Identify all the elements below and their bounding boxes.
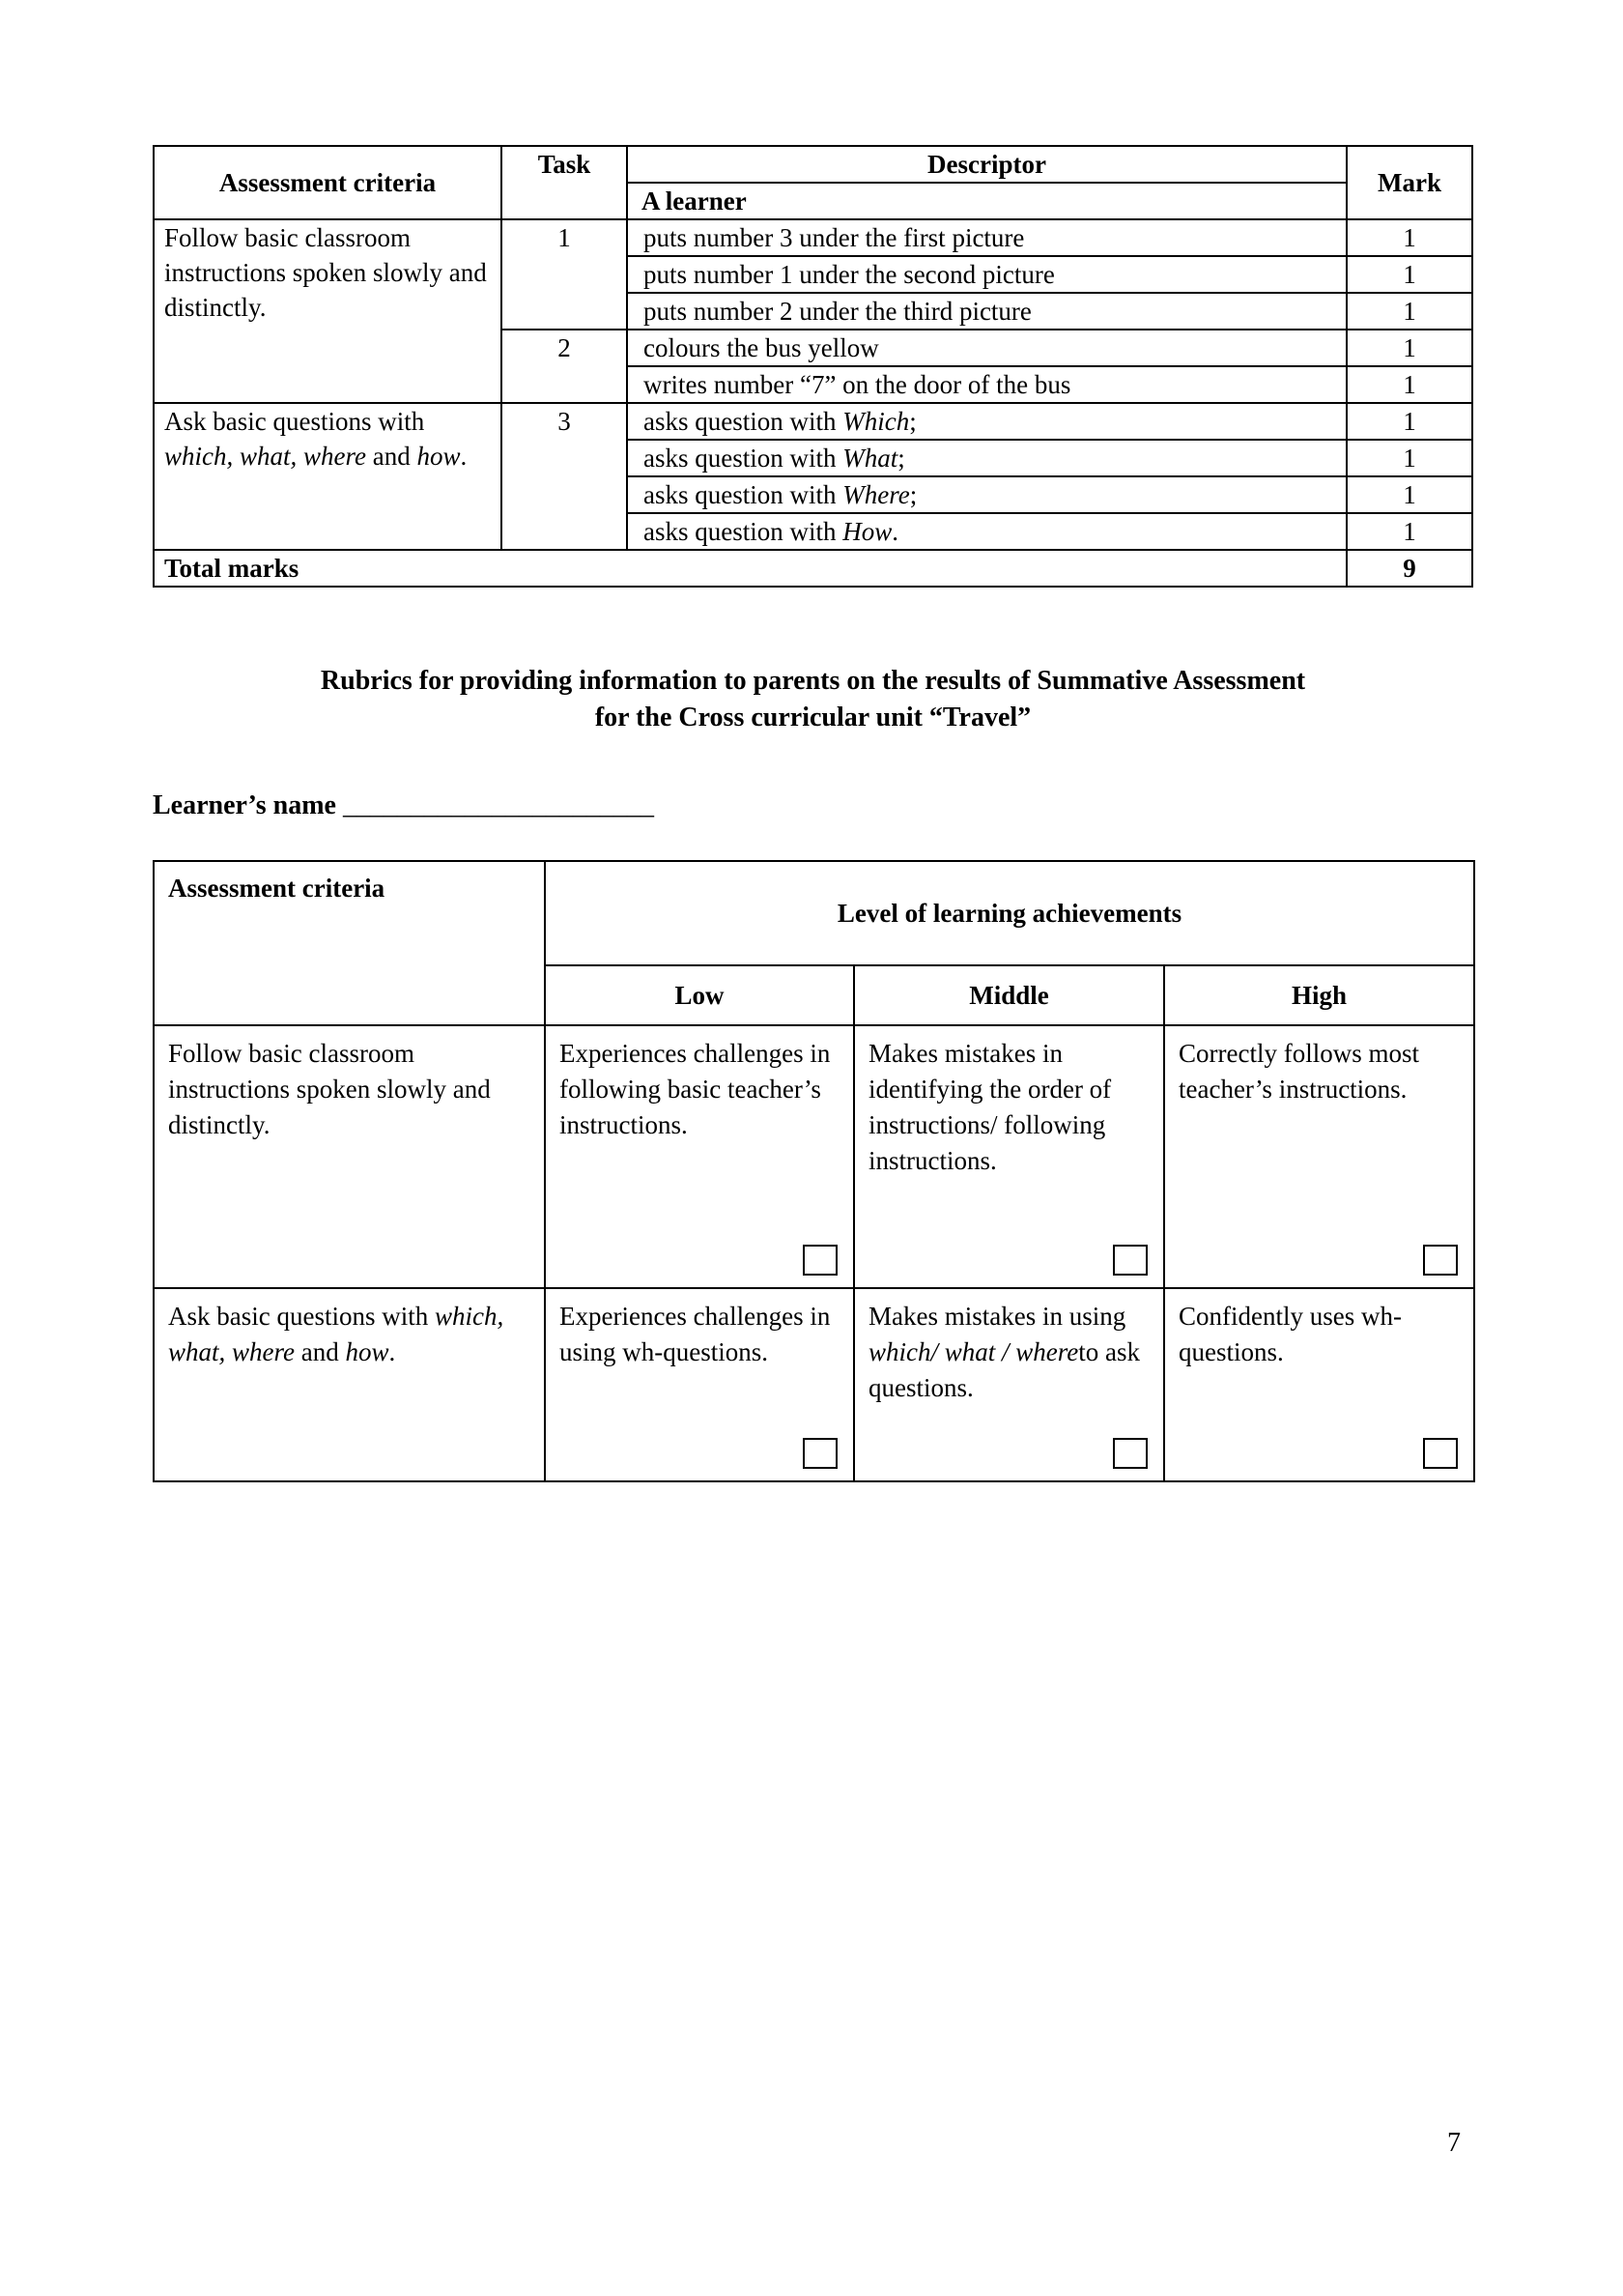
level-cell-high [1164, 1025, 1474, 1288]
page-content [153, 145, 1473, 1482]
criteria-cell: Ask basic questions with which, what, where and how. [154, 1288, 545, 1481]
total-marks-label: Total marks [154, 550, 1347, 587]
header-high: High [1164, 965, 1474, 1025]
header-low: Low [545, 965, 854, 1025]
rubrics-title [153, 663, 1473, 736]
checkbox-follow-low[interactable] [803, 1245, 838, 1276]
learner-name-label: Learner’s name [153, 790, 336, 820]
checkbox-ask-low[interactable] [803, 1438, 838, 1469]
mark-cell: 1 [1347, 440, 1472, 476]
descriptor-cell: asks question with What; [627, 440, 1347, 476]
header-assessment-criteria: Assessment criteria [154, 146, 501, 219]
header-middle: Middle [854, 965, 1164, 1025]
header-assessment-criteria: Assessment criteria [154, 861, 545, 1025]
mark-cell: 1 [1347, 366, 1472, 403]
header-mark: Mark [1347, 146, 1472, 219]
level-text: Makes mistakes in identifying the order of instructions/ following instructions. [868, 1039, 1112, 1175]
mark-cell: 1 [1347, 293, 1472, 330]
level-cell-low [545, 1288, 854, 1481]
rubric-header-row [154, 861, 1474, 965]
descriptor-cell: writes number “7” on the door of the bus [627, 366, 1347, 403]
rubric-row-ask-questions [154, 1288, 1474, 1481]
total-marks-row [154, 550, 1472, 587]
marks-header-row [154, 146, 1472, 183]
descriptor-cell: puts number 3 under the first picture [627, 219, 1347, 256]
mark-cell: 1 [1347, 403, 1472, 440]
summative-marks-table [153, 145, 1473, 588]
checkbox-ask-high[interactable] [1423, 1438, 1458, 1469]
level-text: Correctly follows most teacher’s instructions. [1179, 1039, 1419, 1104]
task-number-2: 2 [501, 330, 627, 403]
rubrics-title-line1: Rubrics for providing information to parents on the results of Summative Assessment [320, 666, 1306, 696]
table-row [154, 403, 1472, 440]
task-number-1: 1 [501, 219, 627, 330]
level-cell-high [1164, 1288, 1474, 1481]
criteria-cell-1: Follow basic classroom instructions spoken slowly and distinctly. [154, 219, 501, 403]
level-text: Confidently uses wh-questions. [1179, 1302, 1402, 1366]
descriptor-cell: asks question with Which; [627, 403, 1347, 440]
level-cell-low [545, 1025, 854, 1288]
subheader-a-learner: A learner [627, 183, 1347, 219]
learner-name-blank-line: _______________________ [342, 790, 654, 820]
descriptor-cell: asks question with How. [627, 513, 1347, 550]
rubric-levels-table [153, 860, 1475, 1482]
task-number-3: 3 [501, 403, 627, 550]
criteria-cell: Follow basic classroom instructions spoken slowly and distinctly. [154, 1025, 545, 1288]
checkbox-follow-high[interactable] [1423, 1245, 1458, 1276]
level-cell-middle [854, 1025, 1164, 1288]
rubrics-title-line2: for the Cross curricular unit “Travel” [594, 703, 1032, 732]
level-text: Makes mistakes in using which/ what / whereto ask questions. [868, 1302, 1140, 1402]
total-marks-value: 9 [1347, 550, 1472, 587]
descriptor-cell: asks question with Where; [627, 476, 1347, 513]
page-number: 7 [1447, 2128, 1461, 2158]
descriptor-cell: puts number 1 under the second picture [627, 256, 1347, 293]
rubric-row-follow-instructions [154, 1025, 1474, 1288]
mark-cell: 1 [1347, 513, 1472, 550]
learner-name-row [153, 790, 1473, 821]
descriptor-cell: colours the bus yellow [627, 330, 1347, 366]
mark-cell: 1 [1347, 256, 1472, 293]
mark-cell: 1 [1347, 330, 1472, 366]
level-cell-middle [854, 1288, 1164, 1481]
header-descriptor: Descriptor [627, 146, 1347, 183]
descriptor-cell: puts number 2 under the third picture [627, 293, 1347, 330]
criteria-cell-2: Ask basic questions with which, what, where and how. [154, 403, 501, 550]
table-row [154, 219, 1472, 256]
level-text: Experiences challenges in following basic teacher’s instructions. [559, 1039, 831, 1139]
checkbox-follow-middle[interactable] [1113, 1245, 1148, 1276]
header-level-of-learning: Level of learning achievements [545, 861, 1474, 965]
mark-cell: 1 [1347, 476, 1472, 513]
mark-cell: 1 [1347, 219, 1472, 256]
checkbox-ask-middle[interactable] [1113, 1438, 1148, 1469]
level-text: Experiences challenges in using wh-questions. [559, 1302, 831, 1366]
header-task: Task [501, 146, 627, 219]
